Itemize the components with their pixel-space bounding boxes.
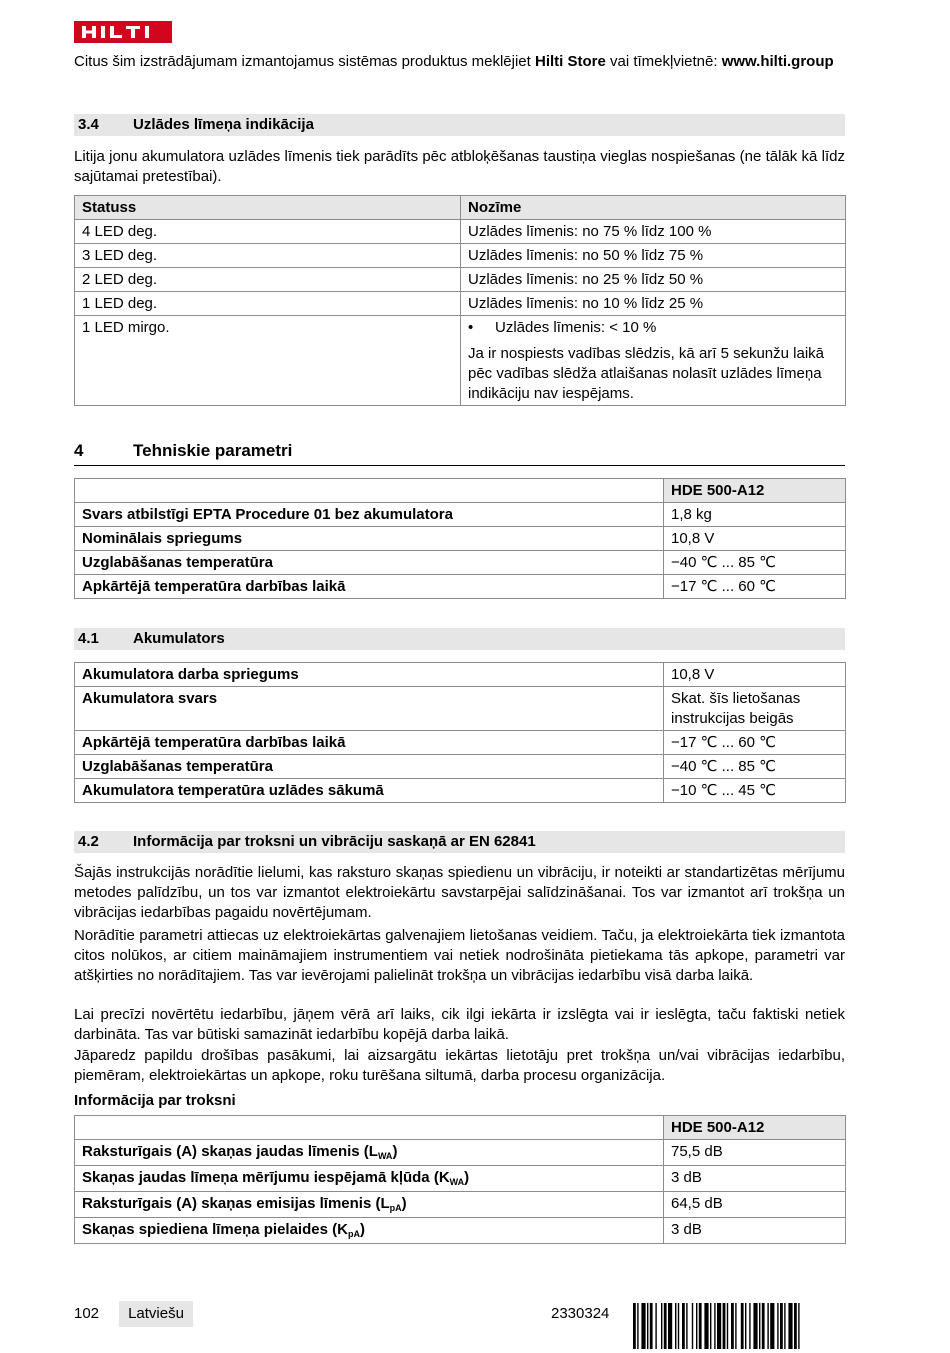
table-row: [75, 551, 846, 575]
meaning-cell: Uzlādes līmenis: no 10 % līdz 25 %: [461, 292, 846, 316]
param-label: Apkārtējā temperatūra darbības laikā: [75, 731, 664, 755]
document-code: 2330324: [551, 1305, 610, 1322]
intro-paragraph: [74, 52, 845, 72]
param-label: Nominālais spriegums: [75, 527, 664, 551]
param-label: Akumulatora svars: [75, 687, 664, 731]
hilti-logo-mark: [80, 25, 166, 39]
subscript: pA: [389, 1203, 402, 1213]
label-tail: ): [464, 1169, 470, 1186]
bullet-icon: •: [468, 319, 474, 336]
param-value: 75,5 dB: [664, 1140, 846, 1166]
param-value: 64,5 dB: [664, 1192, 846, 1218]
section-number: 3.4: [78, 116, 99, 133]
label-tail: ): [392, 1143, 398, 1160]
param-value: 3 dB: [664, 1218, 846, 1244]
website-link[interactable]: www.hilti.group: [721, 53, 834, 70]
param-value: 10,8 V: [664, 527, 846, 551]
table-row: [75, 1192, 846, 1218]
empty-header-cell: [75, 479, 664, 503]
table-row: [75, 220, 846, 244]
subscript: WA: [377, 1151, 393, 1161]
meaning-cell: Uzlādes līmenis: no 75 % līdz 100 %: [461, 220, 846, 244]
param-label: Svars atbilstīgi EPTA Procedure 01 bez akumulatora: [75, 503, 664, 527]
bullet-item: [468, 318, 839, 338]
table-row: [75, 575, 846, 599]
noise-info-heading: Informācija par troksni: [74, 1092, 236, 1109]
noise-paragraph-3: Lai precīzi novērtētu iedarbību, jāņem vērā arī laiks, cik ilgi iekārta ir izslēgta vai ir ieslēgta, taču faktiski netiek darbināta. Tas var būtiski samazināt iedarbību kopējā darba laikā.: [74, 1006, 845, 1043]
param-value: Skat. šīs lietošanas instrukcijas beigās: [664, 687, 846, 731]
table-row: [75, 292, 846, 316]
technical-data-table: [74, 478, 846, 599]
table-row: [75, 244, 846, 268]
table-header-row: [75, 1116, 846, 1140]
section-number: 4.2: [78, 833, 99, 850]
section-title: Uzlādes līmeņa indikācija: [133, 116, 314, 133]
param-label: Uzglabāšanas temperatūra: [75, 551, 664, 575]
noise-paragraph-4: Jāparedz papildu drošības pasākumi, lai aizsargātu iekārtas lietotāju pret trokšņa un/vai vibrācijas iedarbību, piemēram, elektroiekārtas un apkope, roku turēšana siltumā, darba procesu organizācija.: [74, 1047, 845, 1084]
store-name: Hilti Store: [534, 53, 606, 70]
section-number: 4.1: [78, 630, 99, 647]
charge-level-table: [74, 195, 846, 406]
table-row: [75, 503, 846, 527]
table-row: [75, 779, 846, 803]
status-cell: 2 LED deg.: [75, 268, 461, 292]
table-row: [75, 755, 846, 779]
bullet-text: Uzlādes līmenis: < 10 %: [495, 319, 657, 336]
param-label: [75, 1166, 664, 1192]
param-label: Akumulatora darba spriegums: [75, 663, 664, 687]
hilti-logo: [74, 21, 172, 43]
page-number: 102: [74, 1305, 100, 1322]
section-title: Informācija par troksni un vibrāciju saskaņā ar EN 62841: [133, 833, 536, 850]
noise-paragraph-1: Šajās instrukcijās norādītie lielumi, kas raksturo skaņas spiedienu un vibrāciju, ir noteikti ar standartizētas mērījumu metodes palīdzību, un tos var izmantot elektroiekārtu savstarpējai salīdzināšanai. Tos var izmantot arī trokšņa un vibrācijas iedarbības pagaidu novērtējumam.: [74, 864, 845, 921]
subscript: WA: [449, 1177, 465, 1187]
chapter-title: Tehniskie parametri: [133, 441, 293, 460]
param-value: −40 ℃ ... 85 ℃: [664, 755, 846, 779]
label-tail: ): [401, 1195, 407, 1212]
meaning-cell: [461, 316, 846, 406]
label-text: Skaņas jaudas līmeņa mērījumu iespējamā kļūda (K: [82, 1169, 450, 1186]
empty-header-cell: [75, 1116, 664, 1140]
section-title: Akumulators: [133, 630, 225, 647]
subscript: pA: [347, 1229, 360, 1239]
table-row: [75, 1140, 846, 1166]
blink-note: Ja ir nospiests vadības slēdzis, kā arī 5 sekunžu laikā pēc vadības slēdža atlaišanas nolasīt uzlādes līmeņa indikāciju nav iespējams.: [468, 345, 825, 402]
intro-text-middle: vai tīmekļvietnē:: [605, 53, 722, 70]
table-header-row: [75, 479, 846, 503]
label-text: Skaņas spiediena līmeņa pielaides (K: [82, 1221, 348, 1238]
section-3-4-heading: [74, 114, 845, 136]
intro-text: Citus šim izstrādājumam izmantojamus sistēmas produktus meklējiet: [74, 53, 535, 70]
chapter-4-heading: [74, 439, 845, 466]
header-meaning: Nozīme: [461, 196, 846, 220]
param-label: [75, 1140, 664, 1166]
label-text: Raksturīgais (A) skaņas jaudas līmenis (L: [82, 1143, 378, 1160]
table-row: [75, 527, 846, 551]
battery-table: [74, 662, 846, 803]
param-label: [75, 1192, 664, 1218]
table-row: [75, 687, 846, 731]
param-label: Uzglabāšanas temperatūra: [75, 755, 664, 779]
meaning-cell: Uzlādes līmenis: no 50 % līdz 75 %: [461, 244, 846, 268]
status-cell: 3 LED deg.: [75, 244, 461, 268]
model-header: HDE 500-A12: [664, 479, 846, 503]
chapter-number: 4: [74, 441, 84, 460]
table-row: [75, 731, 846, 755]
table-header-row: [75, 196, 846, 220]
param-label: Apkārtējā temperatūra darbības laikā: [75, 575, 664, 599]
section-4-2-heading: [74, 831, 845, 853]
param-value: 1,8 kg: [664, 503, 846, 527]
param-value: 10,8 V: [664, 663, 846, 687]
param-value: −17 ℃ ... 60 ℃: [664, 575, 846, 599]
model-header: HDE 500-A12: [664, 1116, 846, 1140]
param-value: −40 ℃ ... 85 ℃: [664, 551, 846, 575]
label-tail: ): [359, 1221, 365, 1238]
status-cell: 4 LED deg.: [75, 220, 461, 244]
section-4-1-heading: [74, 628, 845, 650]
noise-paragraph-2: Norādītie parametri attiecas uz elektroiekārtas galvenajiem lietošanas veidiem. Taču, ja elektroiekārta tiek izmantota citos nolūkos, ar citiem maināmajiem instrumentiem vai netiek nodrošināta pietiekama tās apkope, parametri var atšķirties no norādītajiem. Tas var ievērojami palielināt trokšņa un vibrācijas iedarbību visā darba laikā.: [74, 927, 845, 984]
param-label: [75, 1218, 664, 1244]
meaning-cell: Uzlādes līmenis: no 25 % līdz 50 %: [461, 268, 846, 292]
param-value: 3 dB: [664, 1166, 846, 1192]
table-row: [75, 268, 846, 292]
param-value: −10 ℃ ... 45 ℃: [664, 779, 846, 803]
label-text: Raksturīgais (A) skaņas emisijas līmenis (L: [82, 1195, 390, 1212]
table-row: [75, 663, 846, 687]
table-row: [75, 1218, 846, 1244]
header-status: Statuss: [75, 196, 461, 220]
barcode-icon: [633, 1303, 845, 1349]
table-row: [75, 1166, 846, 1192]
charge-paragraph: Litija jonu akumulatora uzlādes līmenis tiek parādīts pēc atbloķēšanas taustiņa vieglas nospiešanas (ne tālāk kā līdz sajūtamai pretestībai).: [74, 148, 845, 185]
status-cell: 1 LED mirgo.: [75, 316, 461, 406]
table-row: [75, 316, 846, 406]
noise-table: [74, 1115, 846, 1244]
param-label: Akumulatora temperatūra uzlādes sākumā: [75, 779, 664, 803]
status-cell: 1 LED deg.: [75, 292, 461, 316]
param-value: −17 ℃ ... 60 ℃: [664, 731, 846, 755]
language-label: Latviešu: [119, 1301, 193, 1327]
